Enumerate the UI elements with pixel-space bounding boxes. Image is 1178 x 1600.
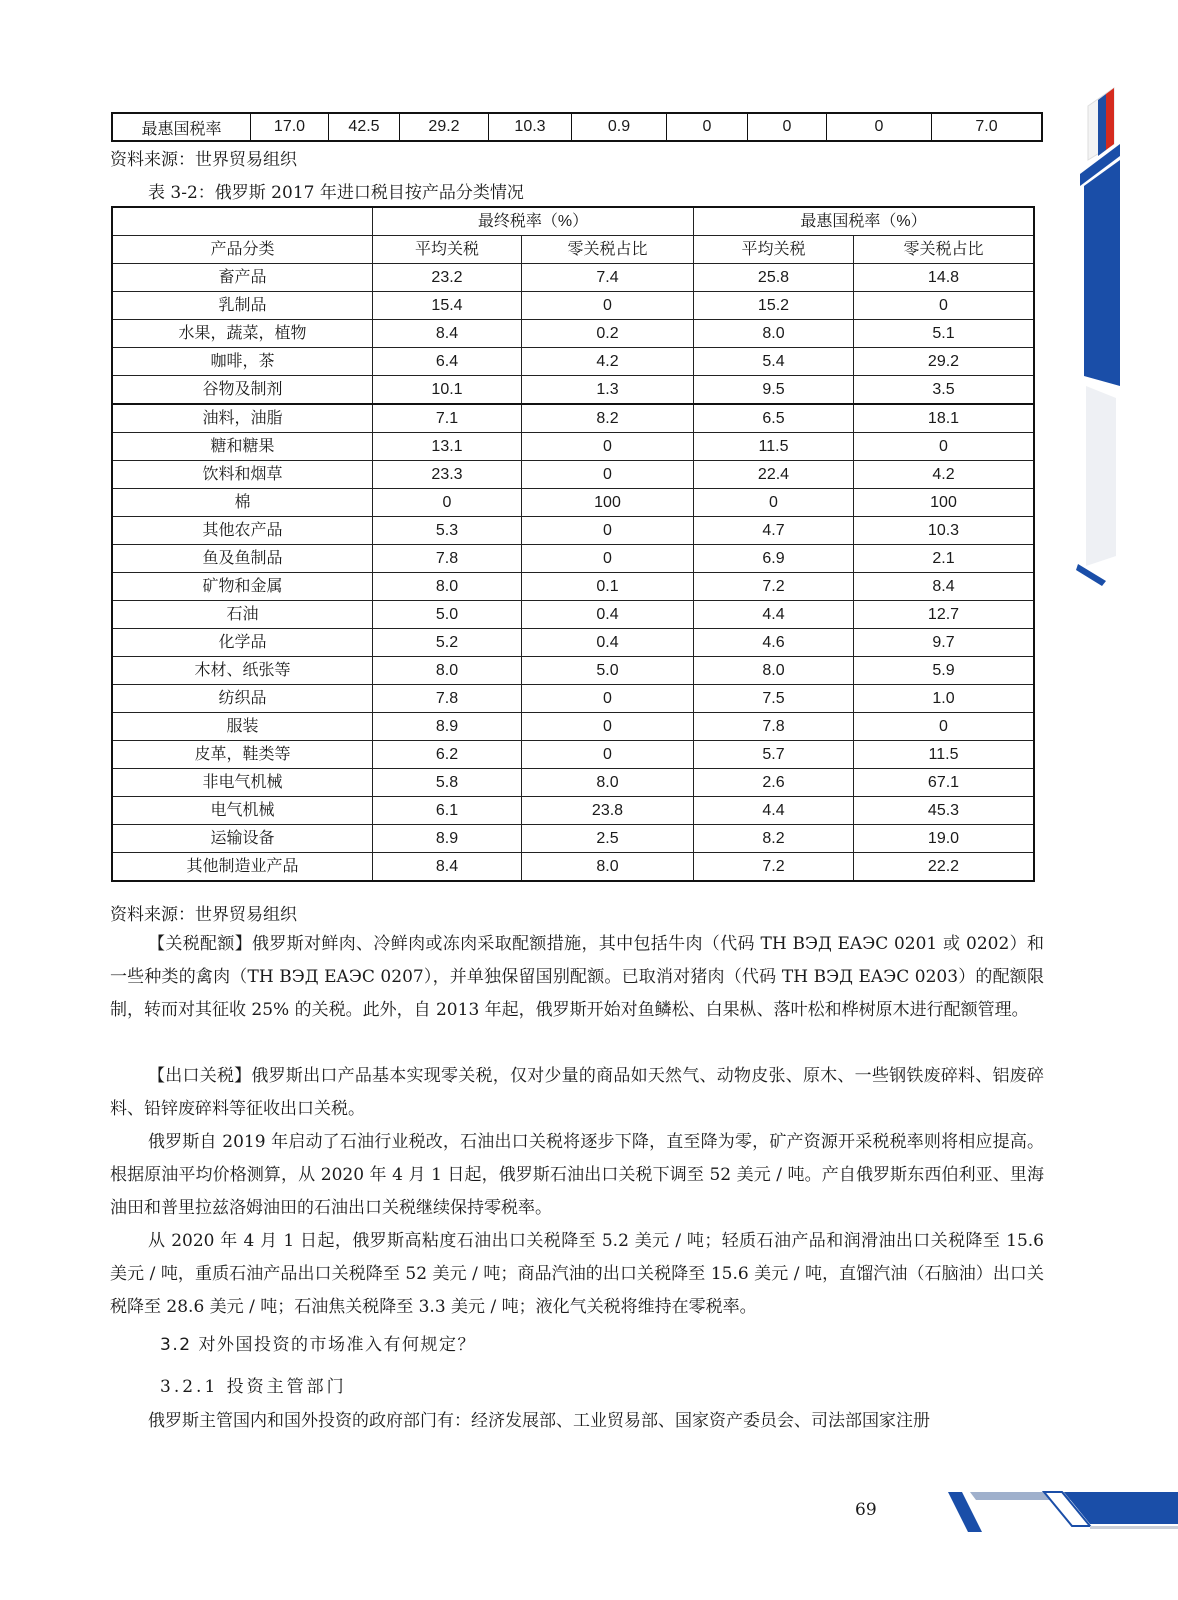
value-cell: 0 <box>522 461 694 489</box>
value-cell: 5.0 <box>522 657 694 685</box>
value-cell: 7.2 <box>694 573 854 601</box>
group-header-mfn: 最惠国税率（%） <box>694 207 1035 236</box>
category-cell: 水果，蔬菜，植物 <box>112 320 373 348</box>
tariff-table <box>111 206 1035 882</box>
table-row <box>112 657 1034 685</box>
table-row <box>112 292 1034 320</box>
category-cell: 电气机械 <box>112 797 373 825</box>
value-cell: 5.3 <box>373 517 522 545</box>
value-cell: 9.7 <box>854 629 1035 657</box>
cell: 0 <box>827 113 932 141</box>
table-row <box>112 601 1034 629</box>
value-cell: 0.1 <box>522 573 694 601</box>
value-cell: 23.3 <box>373 461 522 489</box>
value-cell: 0.4 <box>522 629 694 657</box>
value-cell: 4.4 <box>694 797 854 825</box>
table-row <box>112 489 1034 517</box>
value-cell: 0 <box>522 741 694 769</box>
value-cell: 15.4 <box>373 292 522 320</box>
value-cell: 8.4 <box>854 573 1035 601</box>
section-heading: 3.2 对外国投资的市场准入有何规定？ <box>160 1335 476 1355</box>
paragraph-investment-authorities: 俄罗斯主管国内和国外投资的政府部门有：经济发展部、工业贸易部、国家资产委员会、司法部国家注册 <box>148 1411 930 1431</box>
value-cell: 5.1 <box>854 320 1035 348</box>
category-cell: 咖啡，茶 <box>112 348 373 376</box>
category-cell: 油料，油脂 <box>112 404 373 433</box>
table-row <box>112 685 1034 713</box>
value-cell: 6.5 <box>694 404 854 433</box>
value-cell: 13.1 <box>373 433 522 461</box>
table-row <box>112 825 1034 853</box>
paragraph-oil-rates: 从 2020 年 4 月 1 日起，俄罗斯高粘度石油出口关税降至 5.2 美元 / 吨；轻质石油产品和润滑油出口关税降至 15.6 美元 / 吨，重质石油产品出口关税降至 52 美元 / 吨；商品汽油的出口关税降至 15.6 美元 / 吨，直馏汽油（石脑油）出口关税降至 28.6 美元 / 吨；石油焦关税降至 3.3 美元 / 吨；液化气关税将维持在零税率。 <box>110 1231 1044 1317</box>
table-row <box>112 320 1034 348</box>
value-cell: 7.2 <box>694 853 854 882</box>
value-cell: 0.2 <box>522 320 694 348</box>
category-cell: 运输设备 <box>112 825 373 853</box>
value-cell: 8.0 <box>373 573 522 601</box>
value-cell: 6.4 <box>373 348 522 376</box>
previous-table-last-row <box>111 112 1043 142</box>
value-cell: 8.2 <box>694 825 854 853</box>
table-row <box>112 545 1034 573</box>
value-cell: 5.4 <box>694 348 854 376</box>
table-row <box>112 348 1034 376</box>
value-cell: 8.9 <box>373 825 522 853</box>
cell: 42.5 <box>329 113 400 141</box>
table-row <box>112 376 1034 405</box>
value-cell: 0 <box>522 433 694 461</box>
table-row <box>112 797 1034 825</box>
value-cell: 0 <box>854 292 1035 320</box>
category-cell: 其他制造业产品 <box>112 853 373 882</box>
value-cell: 5.2 <box>373 629 522 657</box>
category-cell: 糖和糖果 <box>112 433 373 461</box>
table-row <box>112 433 1034 461</box>
value-cell: 8.0 <box>522 853 694 882</box>
col-header-category: 产品分类 <box>112 236 373 264</box>
value-cell: 12.7 <box>854 601 1035 629</box>
value-cell: 7.8 <box>373 545 522 573</box>
value-cell: 2.6 <box>694 769 854 797</box>
category-cell: 鱼及鱼制品 <box>112 545 373 573</box>
value-cell: 14.8 <box>854 264 1035 292</box>
value-cell: 8.4 <box>373 853 522 882</box>
cell: 0.9 <box>572 113 667 141</box>
paragraph-oil-reform: 俄罗斯自 2019 年启动了石油行业税改，石油出口关税将逐步下降，直至降为零，矿产资源开采税税率则将相应提高。根据原油平均价格测算，从 2020 年 4 月 1 日起，俄罗斯石油出口关税下调至 52 美元 / 吨。产自俄罗斯东西伯利亚、里海油田和普里拉兹洛姆油田的石油出口关税继续保持零税率。 <box>110 1132 1044 1218</box>
table-row <box>112 404 1034 433</box>
value-cell: 4.7 <box>694 517 854 545</box>
table-row <box>112 853 1034 882</box>
value-cell: 19.0 <box>854 825 1035 853</box>
value-cell: 23.2 <box>373 264 522 292</box>
value-cell: 4.6 <box>694 629 854 657</box>
cell: 29.2 <box>400 113 489 141</box>
value-cell: 0 <box>522 545 694 573</box>
value-cell: 4.2 <box>854 461 1035 489</box>
value-cell: 4.4 <box>694 601 854 629</box>
value-cell: 10.1 <box>373 376 522 405</box>
cell: 10.3 <box>489 113 572 141</box>
category-cell: 石油 <box>112 601 373 629</box>
value-cell: 4.2 <box>522 348 694 376</box>
value-cell: 0 <box>522 713 694 741</box>
value-cell: 0.4 <box>522 601 694 629</box>
flag-ribbon-decoration <box>1076 86 1146 586</box>
value-cell: 7.5 <box>694 685 854 713</box>
value-cell: 3.5 <box>854 376 1035 405</box>
value-cell: 8.9 <box>373 713 522 741</box>
value-cell: 2.5 <box>522 825 694 853</box>
value-cell: 6.1 <box>373 797 522 825</box>
col-header-avg-mfn: 平均关税 <box>694 236 854 264</box>
table-caption: 表 3-2：俄罗斯 2017 年进口税目按产品分类情况 <box>148 183 524 203</box>
value-cell: 100 <box>522 489 694 517</box>
value-cell: 8.2 <box>522 404 694 433</box>
value-cell: 9.5 <box>694 376 854 405</box>
value-cell: 45.3 <box>854 797 1035 825</box>
value-cell: 0 <box>373 489 522 517</box>
table-row <box>112 517 1034 545</box>
cell: 7.0 <box>975 118 998 135</box>
value-cell: 10.3 <box>854 517 1035 545</box>
category-cell: 纺织品 <box>112 685 373 713</box>
value-cell: 22.2 <box>854 853 1035 882</box>
table-source-note: 资料来源：世界贸易组织 <box>110 150 297 170</box>
value-cell: 8.4 <box>373 320 522 348</box>
cell: 17.0 <box>251 113 329 141</box>
col-header-avg-final: 平均关税 <box>373 236 522 264</box>
value-cell: 25.8 <box>694 264 854 292</box>
category-cell: 非电气机械 <box>112 769 373 797</box>
value-cell: 6.2 <box>373 741 522 769</box>
value-cell: 23.8 <box>522 797 694 825</box>
value-cell: 7.8 <box>373 685 522 713</box>
value-cell: 11.5 <box>694 433 854 461</box>
category-cell: 矿物和金属 <box>112 573 373 601</box>
value-cell: 7.4 <box>522 264 694 292</box>
category-cell: 畜产品 <box>112 264 373 292</box>
corner-stripe-decoration <box>940 1488 1178 1536</box>
value-cell: 67.1 <box>854 769 1035 797</box>
value-cell: 0 <box>854 713 1035 741</box>
value-cell: 8.0 <box>373 657 522 685</box>
category-cell: 谷物及制剂 <box>112 376 373 405</box>
value-cell: 5.9 <box>854 657 1035 685</box>
paragraph-export-tariff: 【出口关税】俄罗斯出口产品基本实现零关税，仅对少量的商品如天然气、动物皮张、原木、一些钢铁废碎料、铝废碎料、铅锌废碎料等征收出口关税。 <box>110 1066 1044 1119</box>
value-cell: 8.0 <box>522 769 694 797</box>
value-cell: 8.0 <box>694 320 854 348</box>
category-cell: 乳制品 <box>112 292 373 320</box>
table-row <box>112 769 1034 797</box>
value-cell: 0 <box>522 292 694 320</box>
value-cell: 0 <box>854 433 1035 461</box>
page-number: 69 <box>855 1500 877 1520</box>
table-row <box>112 629 1034 657</box>
table-row <box>112 264 1034 292</box>
category-cell: 棉 <box>112 489 373 517</box>
table-source-note-2: 资料来源：世界贸易组织 <box>110 905 297 925</box>
value-cell: 5.8 <box>373 769 522 797</box>
value-cell: 22.4 <box>694 461 854 489</box>
category-cell: 饮料和烟草 <box>112 461 373 489</box>
table-row <box>112 461 1034 489</box>
group-header-final: 最终税率（%） <box>373 207 694 236</box>
cell: 0 <box>667 113 748 141</box>
table-row <box>112 741 1034 769</box>
value-cell: 18.1 <box>854 404 1035 433</box>
col-header-zero-mfn: 零关税占比 <box>854 236 1035 264</box>
value-cell: 1.3 <box>522 376 694 405</box>
table-row <box>112 573 1034 601</box>
category-cell: 服装 <box>112 713 373 741</box>
value-cell: 6.9 <box>694 545 854 573</box>
category-cell: 木材、纸张等 <box>112 657 373 685</box>
value-cell: 2.1 <box>854 545 1035 573</box>
row-label: 最惠国税率 <box>112 113 251 141</box>
col-header-zero-final: 零关税占比 <box>522 236 694 264</box>
value-cell: 29.2 <box>854 348 1035 376</box>
cell: 0 <box>748 113 827 141</box>
value-cell: 0 <box>522 517 694 545</box>
table-row <box>112 713 1034 741</box>
subsection-heading: 3.2.1 投资主管部门 <box>160 1377 347 1397</box>
value-cell: 11.5 <box>854 741 1035 769</box>
header-blank <box>112 207 373 236</box>
value-cell: 15.2 <box>694 292 854 320</box>
value-cell: 7.1 <box>373 404 522 433</box>
category-cell: 其他农产品 <box>112 517 373 545</box>
value-cell: 1.0 <box>854 685 1035 713</box>
value-cell: 100 <box>854 489 1035 517</box>
paragraph-tariff-quota: 【关税配额】俄罗斯对鲜肉、冷鲜肉或冻肉采取配额措施，其中包括牛肉（代码 TH BЭД EAЭC 0201 或 0202）和一些种类的禽肉（TH BЭД EAЭC 0207），并单独保留国别配额。已取消对猪肉（代码 TH BЭД EAЭC 0203）的配额限制，转而对其征收 25% 的关税。此外，自 2013 年起，俄罗斯开始对鱼鳞松、白果枞、落叶松和桦树原木进行配额管理。 <box>110 934 1044 1020</box>
category-cell: 皮革，鞋类等 <box>112 741 373 769</box>
value-cell: 7.8 <box>694 713 854 741</box>
value-cell: 5.7 <box>694 741 854 769</box>
value-cell: 8.0 <box>694 657 854 685</box>
value-cell: 0 <box>694 489 854 517</box>
category-cell: 化学品 <box>112 629 373 657</box>
value-cell: 5.0 <box>373 601 522 629</box>
value-cell: 0 <box>522 685 694 713</box>
